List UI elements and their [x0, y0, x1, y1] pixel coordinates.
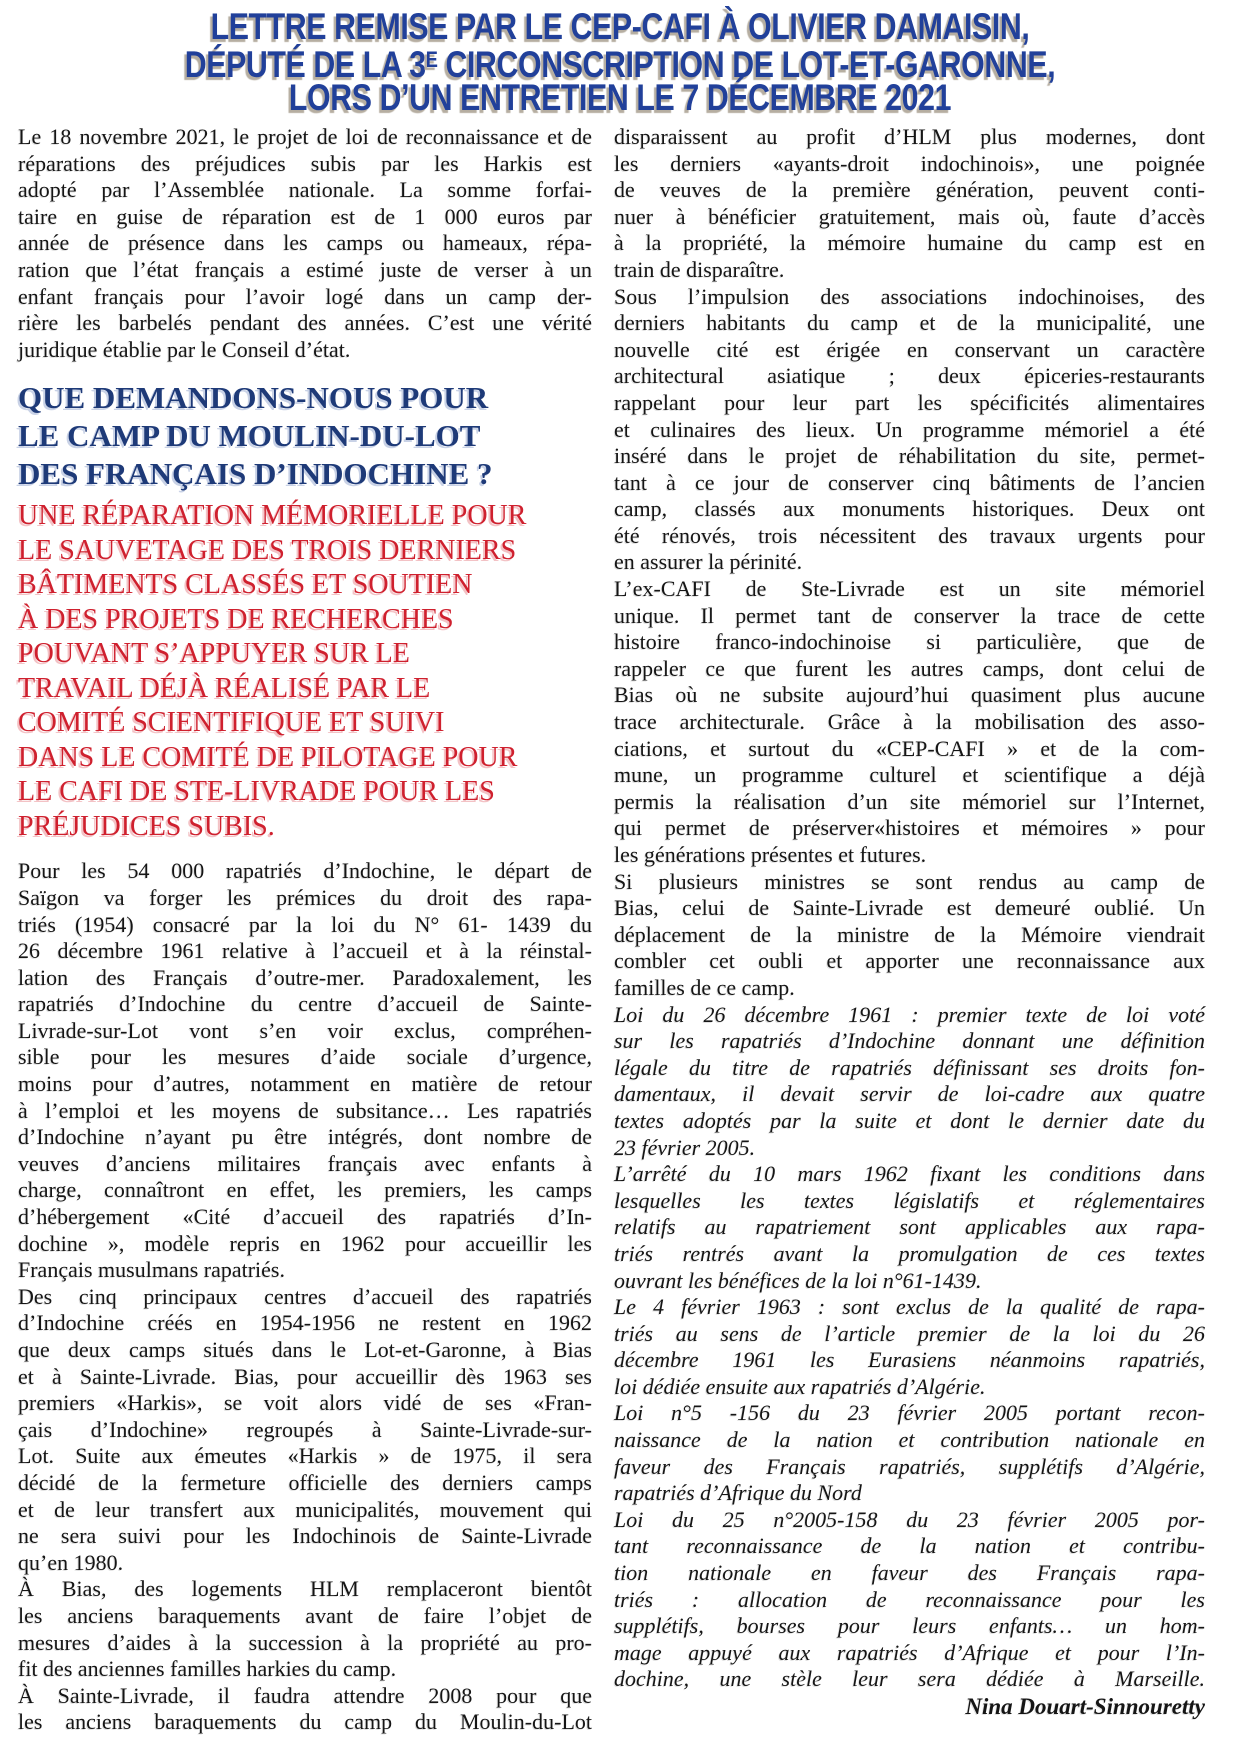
paragraph [18, 1683, 592, 1736]
text-line: en assurer la périnité. [614, 549, 803, 575]
title-ordinal-superscript: E [425, 47, 438, 72]
text-line: Livrade-sur-Lot vont s’en voir exclus, compréhen- [18, 1017, 592, 1043]
text-line: COMITÉ SCIENTIFIQUE ET SUIVI [18, 707, 445, 739]
text-line: et culinaires des lieux. Un programme mémoriel a été [614, 416, 1205, 442]
text-line: les derniers «ayants-droit indochinois», une poignée [614, 150, 1205, 176]
text-line: rapatriés d’Afrique du Nord [614, 1480, 862, 1506]
paragraph-italic [614, 1294, 1205, 1400]
text-line: textes adoptés par la suite et dont le dernier date du [614, 1107, 1205, 1133]
text-line: çais d’Indochine» regroupés à Sainte-Livrade-sur- [18, 1416, 592, 1442]
text-line: triés (1954) consacré par la loi du N° 61- 1439 du [18, 911, 592, 937]
text-line: loi dédiée ensuite aux rapatriés d’Algérie. [614, 1373, 986, 1399]
text-line: permis la réalisation d’un site mémoriel sur l’Internet, [614, 788, 1205, 814]
text-line: d’Indochine n’ayant pu être intégrés, dont nombre de [18, 1124, 592, 1150]
title-line-1: LETTRE REMISE PAR LE CEP-CAFI À OLIVIER DAMAISIN, [210, 6, 1030, 47]
text-line: nuer à bénéficier gratuitement, mais où, faute d’accès [614, 203, 1205, 229]
text-line: rappelant pour leur part les spécificités alimentaires [614, 389, 1205, 415]
text-line: disparaissent au profit d’HLM plus modernes, dont [614, 123, 1205, 149]
text-line: DES FRANÇAIS D’INDOCHINE ? [18, 456, 493, 492]
text-line: enfant français pour l’avoir logé dans un camp der- [18, 283, 592, 309]
text-line: de veuves de la première génération, peuvent conti- [614, 177, 1205, 203]
text-line: Si plusieurs ministres se sont rendus au camp de [614, 868, 1205, 894]
text-line: rappeler ce que furent les autres camps, dont celui de [614, 655, 1205, 681]
text-line: Bias, celui de Sainte-Livrade est demeuré oublié. Un [614, 895, 1205, 921]
text-line: unique. Il permet tant de conserver la trace de cette [614, 602, 1205, 628]
text-line: que deux camps situés dans le Lot-et-Garonne, à Bias [18, 1337, 592, 1363]
text-line: triés rentrés avant la promulgation de ces textes [614, 1240, 1205, 1266]
text-line: LE CAMP DU MOULIN-DU-LOT [18, 418, 481, 454]
text-line: PRÉJUDICES SUBIS. [18, 810, 275, 842]
text-line: sible pour les mesures d’aide sociale d’urgence, [18, 1044, 592, 1070]
text-line: À DES PROJETS DE RECHERCHES [18, 603, 454, 635]
text-line: et à Sainte-Livrade. Bias, pour accueillir dès 1963 ses [18, 1363, 592, 1389]
text-line: Saïgon va forger les prémices du droit des rapa- [18, 884, 592, 910]
text-line: mune, un programme culturel et scientifique a déjà [614, 762, 1205, 788]
text-line: dochine », modèle repris en 1962 pour accueillir les [18, 1230, 592, 1256]
text-line: tant reconnaissance de la nation et contribu- [614, 1533, 1205, 1559]
signature [614, 1693, 1205, 1720]
text-line: trace architecturale. Grâce à la mobilisation des asso- [614, 709, 1205, 735]
text-line: lesquelles les textes législatifs et réglementaires [614, 1187, 1205, 1213]
two-column-text [0, 114, 1240, 1736]
text-line: adopté par l’Assemblée nationale. La somme forfai- [18, 177, 592, 203]
paragraph-italic [614, 1161, 1205, 1294]
right-column [614, 124, 1205, 1736]
text-line: rapatriés d’Indochine du centre d’accueil de Sainte- [18, 991, 592, 1017]
text-line: naissance de la nation et contribution nationale en [614, 1427, 1205, 1453]
text-line: Loi n°5 -156 du 23 février 2005 portant recon- [614, 1400, 1205, 1426]
text-line: architectural asiatique ; deux épiceries-restaurants [614, 363, 1205, 389]
heading-red [18, 499, 592, 844]
text-line: L’ex-CAFI de Ste-Livrade est un site mémoriel [614, 576, 1205, 602]
title-line-2-text: DÉPUTÉ DE LA 3 [184, 43, 426, 85]
text-line: camp, classés aux monuments historiques. Deux ont [614, 496, 1205, 522]
paragraph [18, 1576, 592, 1682]
text-line: taire en guise de réparation est de 1 000 euros par [18, 203, 592, 229]
text-line: damentaux, il devait servir de loi-cadre aux quatre [614, 1081, 1205, 1107]
paragraph [614, 284, 1205, 577]
text-line: et de leur transfert aux municipalités, mouvement qui [18, 1496, 592, 1522]
text-line: Lot. Suite aux émeutes «Harkis » de 1975, il sera [18, 1443, 592, 1469]
text-line: ciations, et surtout du «CEP-CAFI » et de la com- [614, 735, 1205, 761]
text-line: train de disparaître. [614, 256, 785, 282]
text-line: ouvrant les bénéfices de la loi n°61-1439. [614, 1267, 982, 1293]
text-line: relatifs au rapatriement sont applicables aux rapa- [614, 1214, 1205, 1240]
title-line-3: LORS D’UN ENTRETIEN LE 7 DÉCEMBRE 2021 [288, 76, 952, 118]
text-line: supplétifs, bourses pour leurs enfants… un hom- [614, 1613, 1205, 1639]
paragraph [614, 124, 1205, 284]
text-line: Loi du 25 n°2005-158 du 23 février 2005 por- [614, 1506, 1205, 1532]
text-line: premiers «Harkis», se voit alors vidé de ses «Fran- [18, 1390, 592, 1416]
text-line: Pour les 54 000 rapatriés d’Indochine, le départ de [18, 858, 592, 884]
text-line: moins pour d’autres, notamment en matière de retour [18, 1071, 592, 1097]
title-line-2 [112, 43, 1129, 85]
text-line: déplacement de la ministre de la Mémoire viendrait [614, 921, 1205, 947]
text-line: Le 18 novembre 2021, le projet de loi de reconnaissance et de [18, 123, 592, 149]
text-line: réparations des préjudices subis par les Harkis est [18, 150, 592, 176]
text-line: inséré dans le projet de réhabilitation du site, permet- [614, 443, 1205, 469]
text-line: juridique établie par le Conseil d’état. [18, 336, 351, 362]
text-line: 26 décembre 1961 relative à l’accueil et à la réinstal- [18, 938, 592, 964]
text-line: triés : allocation de reconnaissance pour les [614, 1586, 1205, 1612]
paragraph [18, 1284, 592, 1577]
paragraph [18, 124, 592, 363]
text-line: Français musulmans rapatriés. [18, 1257, 285, 1283]
text-line: Loi du 26 décembre 1961 : premier texte de loi voté [614, 1001, 1205, 1027]
text-line: d’Indochine créés en 1954-1956 ne restent en 1962 [18, 1310, 592, 1336]
text-line: lation des Français d’outre-mer. Paradoxalement, les [18, 964, 592, 990]
text-line: LE CAFI DE STE-LIVRADE POUR LES [18, 776, 495, 808]
text-line: tion nationale en faveur des Français rapa- [614, 1560, 1205, 1586]
text-line: ration que l’état français a estimé juste de verser à un [18, 256, 592, 282]
text-line: ne sera suivi pour les Indochinois de Sainte-Livrade [18, 1523, 592, 1549]
text-line: mage appuyé aux rapatriés d’Afrique et pour l’In- [614, 1639, 1205, 1665]
text-line: TRAVAIL DÉJÀ RÉALISÉ PAR LE [18, 672, 431, 704]
text-line: mesures d’aides à la succession à la propriété au pro- [18, 1629, 592, 1655]
text-line: les anciens baraquements avant de faire l’objet de [18, 1602, 592, 1628]
text-line: veuves d’anciens militaires français avec enfants à [18, 1150, 592, 1176]
document-title [0, 6, 1240, 118]
text-line: nouvelle cité est érigée en conservant un caractère [614, 336, 1205, 362]
text-line: les générations présentes et futures. [614, 842, 927, 868]
text-line: rière les barbelés pendant des années. C’est une vérité [18, 310, 592, 336]
text-line: Bias où ne subsite aujourd’hui quasiment plus aucune [614, 682, 1205, 708]
text-line: Le 4 février 1963 : sont exclus de la qualité de rapa- [614, 1294, 1205, 1320]
text-line: faveur des Français rapatriés, supplétifs d’Algérie, [614, 1453, 1205, 1479]
text-line: derniers habitants du camp et de la municipalité, une [614, 310, 1205, 336]
text-line: décembre 1961 les Eurasiens néanmoins rapatriés, [614, 1347, 1205, 1373]
text-line: DANS LE COMITÉ DE PILOTAGE POUR [18, 741, 518, 773]
paragraph-italic [614, 1507, 1205, 1693]
text-line: à l’emploi et les moyens de subsitance… Les rapatriés [18, 1097, 592, 1123]
text-line: tant à ce jour de conserver cinq bâtiments de l’ancien [614, 469, 1205, 495]
heading-blue [18, 379, 592, 493]
text-line: LE SAUVETAGE DES TROIS DERNIERS [18, 534, 517, 566]
text-line: POUVANT S’APPUYER SUR LE [18, 638, 410, 670]
text-line: les anciens baraquements du camp du Moulin-du-Lot [18, 1709, 592, 1735]
text-line: été rénovés, trois nécessitent des travaux urgents pour [614, 522, 1205, 548]
text-line: familles de ce camp. [614, 974, 795, 1000]
paragraph-italic [614, 1400, 1205, 1506]
paragraph [614, 869, 1205, 1002]
text-line: qui permet de préserver«histoires et mémoires » pour [614, 815, 1205, 841]
paragraph [18, 858, 592, 1284]
text-line: triés au sens de l’article premier de la loi du 26 [614, 1320, 1205, 1346]
text-line: UNE RÉPARATION MÉMORIELLE POUR [18, 500, 527, 532]
text-line: Sous l’impulsion des associations indochinoises, des [614, 283, 1205, 309]
paragraph [614, 576, 1205, 869]
text-line: QUE DEMANDONS-NOUS POUR [18, 380, 489, 416]
text-line: À Sainte-Livrade, il faudra attendre 2008 pour que [18, 1682, 592, 1708]
text-line: L’arrêté du 10 mars 1962 fixant les conditions dans [614, 1161, 1205, 1187]
text-line: année de présence dans les camps ou hameaux, répa- [18, 230, 592, 256]
paragraph-italic [614, 1002, 1205, 1162]
text-line: 23 février 2005. [614, 1134, 756, 1160]
text-line: décidé de la fermeture officielle des derniers camps [18, 1469, 592, 1495]
text-line: qu’en 1980. [18, 1549, 124, 1575]
title-line-2-rest: CIRCONSCRIPTION DE LOT-ET-GARONNE, [437, 43, 1056, 85]
text-line: à la propriété, la mémoire humaine du camp est en [614, 230, 1205, 256]
text-line: légale du titre de rapatriés définissant ses droits fon- [614, 1054, 1205, 1080]
text-line: Nina Douart-Sinnouretty [965, 1694, 1205, 1720]
text-line: dochine, une stèle leur sera dédiée à Marseille. [614, 1666, 1205, 1692]
text-line: charge, connaîtront en effet, les premiers, les camps [18, 1177, 592, 1203]
text-line: À Bias, des logements HLM remplaceront bientôt [18, 1576, 592, 1602]
text-line: d’hébergement «Cité d’accueil des rapatriés d’In- [18, 1204, 592, 1230]
text-line: BÂTIMENTS CLASSÉS ET SOUTIEN [18, 569, 473, 601]
text-line: Des cinq principaux centres d’accueil des rapatriés [18, 1283, 592, 1309]
text-line: histoire franco-indochinoise si particulière, que de [614, 629, 1205, 655]
text-line: sur les rapatriés d’Indochine donnant une définition [614, 1028, 1205, 1054]
text-line: fit des anciennes familles harkies du camp. [18, 1656, 397, 1682]
left-column [18, 124, 592, 1736]
text-line: combler cet oubli et apporter une reconnaissance aux [614, 948, 1205, 974]
